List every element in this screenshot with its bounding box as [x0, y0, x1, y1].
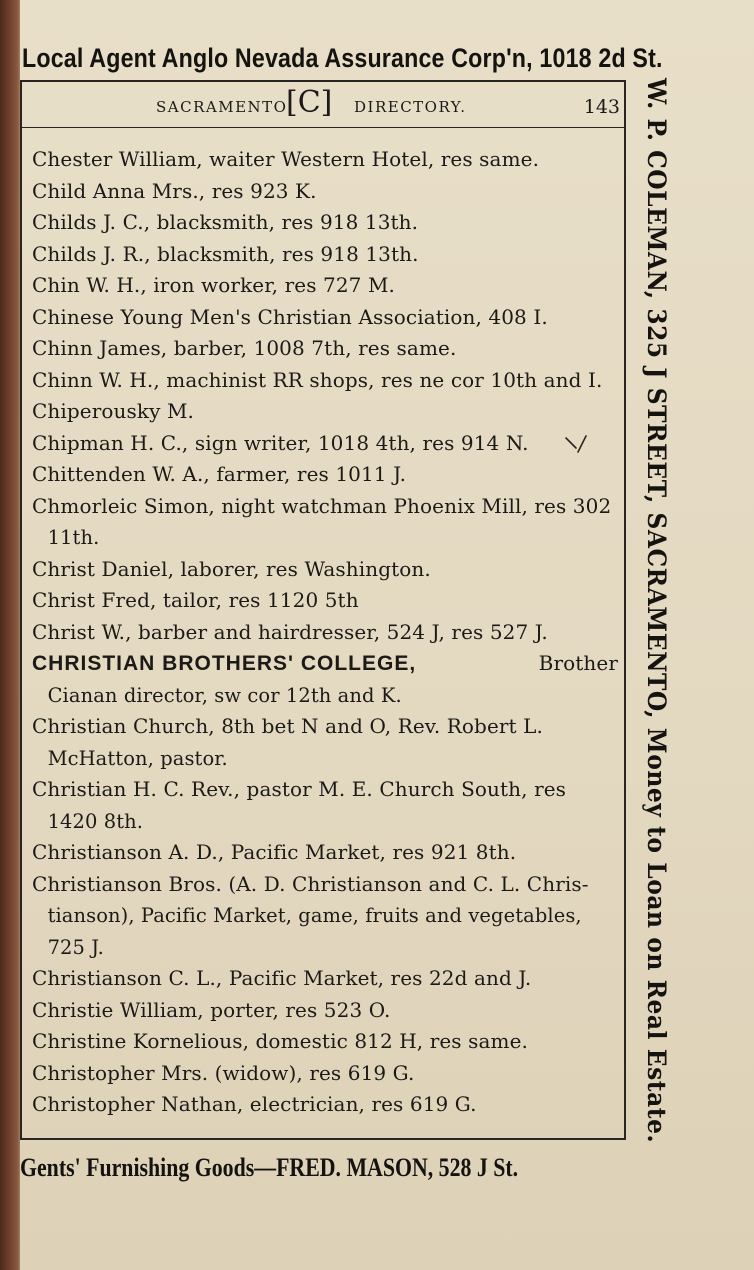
- entry-continuation: tianson), Pacific Market, game, fruits and vegetables,: [47, 903, 582, 927]
- entry-line: Chester William, waiter Western Hotel, res same.: [32, 147, 540, 171]
- side-advertisement: W. P. COLEMAN, 325 J STREET, SACRAMENTO, Money to Loan on Real Estate.: [641, 78, 671, 1144]
- entry-line: Chinn W. H., machinist RR shops, res ne cor 10th and I.: [32, 367, 603, 392]
- book-spine-edge: [0, 0, 22, 1270]
- entry-line: Chmorleic Simon, night watchman Phoenix Mill, res 302: [32, 493, 612, 518]
- entry-continuation: 725 J.: [47, 934, 104, 959]
- running-head: [40, 85, 620, 124]
- entry-line: Chinn James, barber, 1008 7th, res same.: [32, 336, 457, 360]
- entry-continuation: Cianan director, sw cor 12th and K.: [47, 682, 402, 707]
- header-advertisement: Local Agent Anglo Nevada Assurance Corp'n, 1018 2d St.: [22, 43, 663, 73]
- institution-heading: CHRISTIAN BROTHERS' COLLEGE,: [32, 652, 417, 675]
- running-head-directory: DIRECTORY.: [354, 98, 467, 116]
- entry-line: Christianson C. L., Pacific Market, res 22d and J.: [32, 966, 532, 990]
- entry-line: Christine Kornelious, domestic 812 H, res same.: [32, 1029, 528, 1053]
- entry-line-institution: [32, 648, 618, 680]
- entry-line: Christ Daniel, laborer, res Washington.: [32, 556, 431, 581]
- entry-line: Christie William, porter, res 523 O.: [32, 997, 391, 1022]
- entry-line: Chiperousky M.: [32, 399, 194, 423]
- entry-line: Christian Church, 8th bet N and O, Rev. Robert L.: [32, 714, 543, 738]
- entry-line: Chin W. H., iron worker, res 727 M.: [32, 273, 395, 297]
- directory-entries: [32, 144, 618, 1121]
- page-number: 143: [583, 96, 620, 118]
- entry-line: Chittenden W. A., farmer, res 1011 J.: [32, 462, 407, 486]
- entry-line: Childs J. C., blacksmith, res 918 13th.: [32, 210, 419, 234]
- entry-line: Christianson Bros. (A. D. Christianson and C. L. Chris-: [32, 871, 589, 896]
- entry-text: Chipman H. C., sign writer, 1018 4th, res 914 N.: [32, 430, 529, 455]
- running-head-city: SACRAMENTO: [156, 98, 288, 116]
- handwritten-check-mark-icon: [564, 434, 592, 456]
- institution-heading-tail: Brother: [538, 651, 618, 675]
- entry-continuation: McHatton, pastor.: [47, 745, 228, 770]
- entry-line: Child Anna Mrs., res 923 K.: [32, 178, 317, 203]
- entry-line: Christ W., barber and hairdresser, 524 J, res 527 J.: [32, 619, 548, 644]
- frame-rule-left: [20, 80, 22, 1140]
- frame-rule-top: [20, 80, 626, 82]
- running-head-rule: [20, 127, 626, 128]
- entry-continuation: 1420 8th.: [47, 808, 144, 833]
- frame-rule-bottom: [20, 1138, 626, 1140]
- entry-line-with-mark: [32, 428, 618, 460]
- footer-advertisement: Gents' Furnishing Goods—FRED. MASON, 528 J St.: [20, 1153, 519, 1182]
- entry-line: Christ Fred, tailor, res 1120 5th: [32, 588, 359, 612]
- frame-rule-right: [624, 80, 626, 1140]
- entry-line: Christianson A. D., Pacific Market, res 921 8th.: [32, 840, 517, 864]
- entry-line: Childs J. R., blacksmith, res 918 13th.: [32, 241, 419, 266]
- entry-line: Christopher Nathan, electrician, res 619 G.: [32, 1092, 477, 1116]
- entry-line: Christian H. C. Rev., pastor M. E. Church South, res: [32, 777, 567, 801]
- entry-continuation: 11th.: [47, 525, 100, 549]
- entry-line: Chinese Young Men's Christian Association, 408 I.: [32, 304, 548, 329]
- running-head-letter: [C]: [286, 85, 333, 120]
- entry-line: Christopher Mrs. (widow), res 619 G.: [32, 1060, 415, 1085]
